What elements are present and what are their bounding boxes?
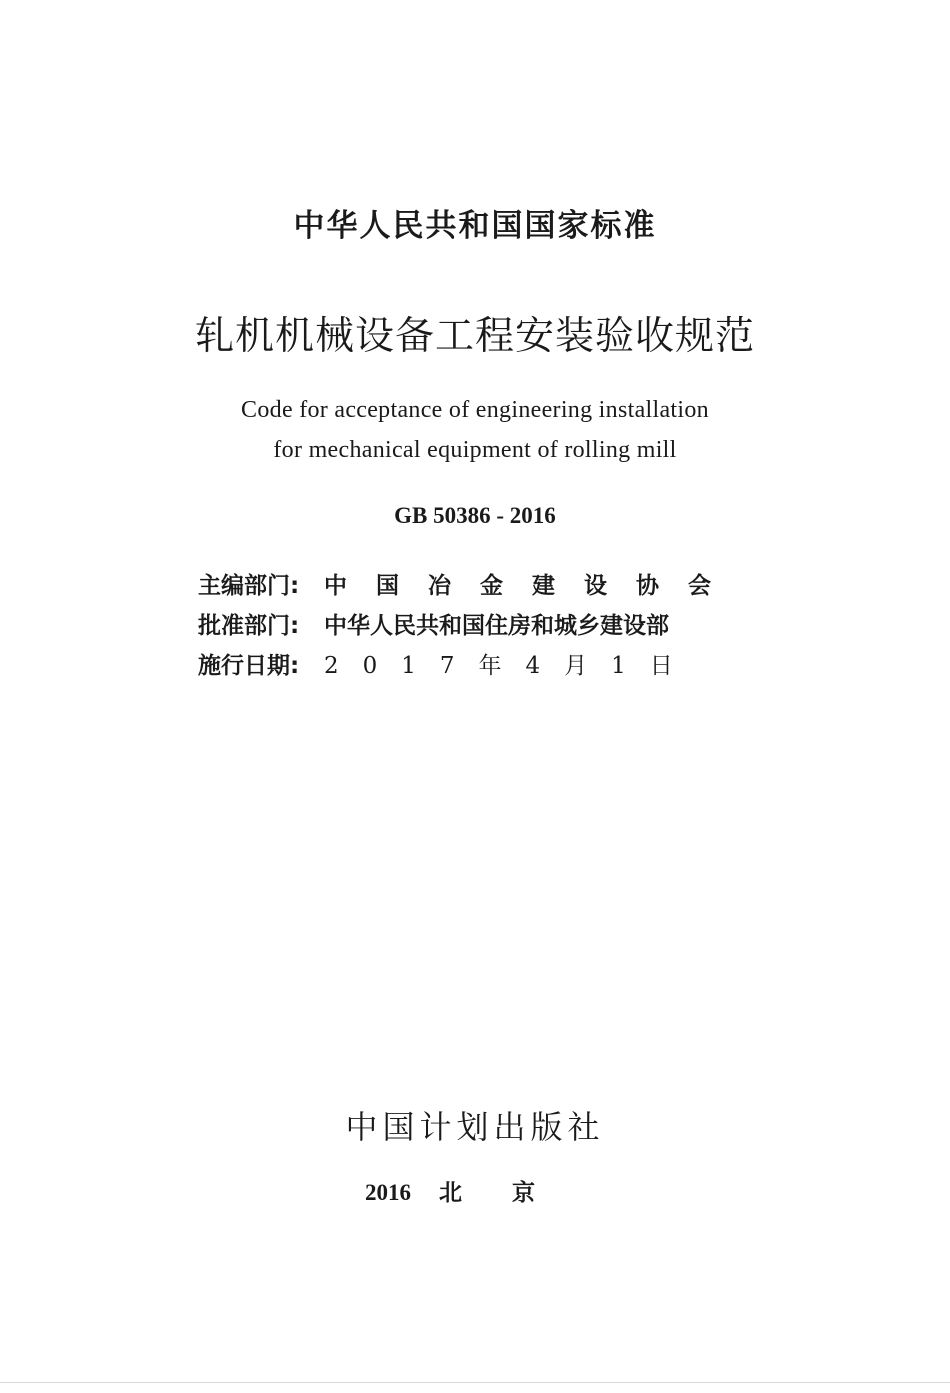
imprint-city: 北京 bbox=[439, 1180, 585, 1206]
editor-row bbox=[198, 566, 758, 606]
effective-date-value: 2017年4月1日 bbox=[324, 653, 697, 679]
national-standard-heading: 中华人民共和国国家标准 bbox=[293, 208, 657, 244]
standard-code: GB 50386 - 2016 bbox=[394, 503, 556, 528]
page-bottom-edge bbox=[0, 1382, 950, 1383]
title-english bbox=[0, 390, 950, 470]
title-chinese: 轧机机械设备工程安装验收规范 bbox=[194, 314, 755, 359]
effective-date-label: 施行日期: bbox=[198, 653, 300, 679]
publisher-name: 中国计划出版社 bbox=[345, 1108, 605, 1146]
effective-date-row bbox=[198, 646, 758, 686]
approver-row bbox=[198, 606, 758, 646]
editor-label: 主编部门: bbox=[198, 573, 300, 599]
approver-value: 中华人民共和国住房和城乡建设部 bbox=[324, 613, 669, 639]
title-english-line-2: for mechanical equipment of rolling mill bbox=[273, 437, 677, 463]
metadata-block bbox=[198, 566, 758, 686]
title-english-line-1: Code for acceptance of engineering installation bbox=[241, 397, 709, 423]
imprint-line bbox=[0, 1174, 950, 1207]
approver-label: 批准部门: bbox=[198, 613, 300, 639]
editor-value: 中国冶金建设协会 bbox=[324, 573, 740, 599]
imprint-year: 2016 bbox=[365, 1180, 411, 1205]
